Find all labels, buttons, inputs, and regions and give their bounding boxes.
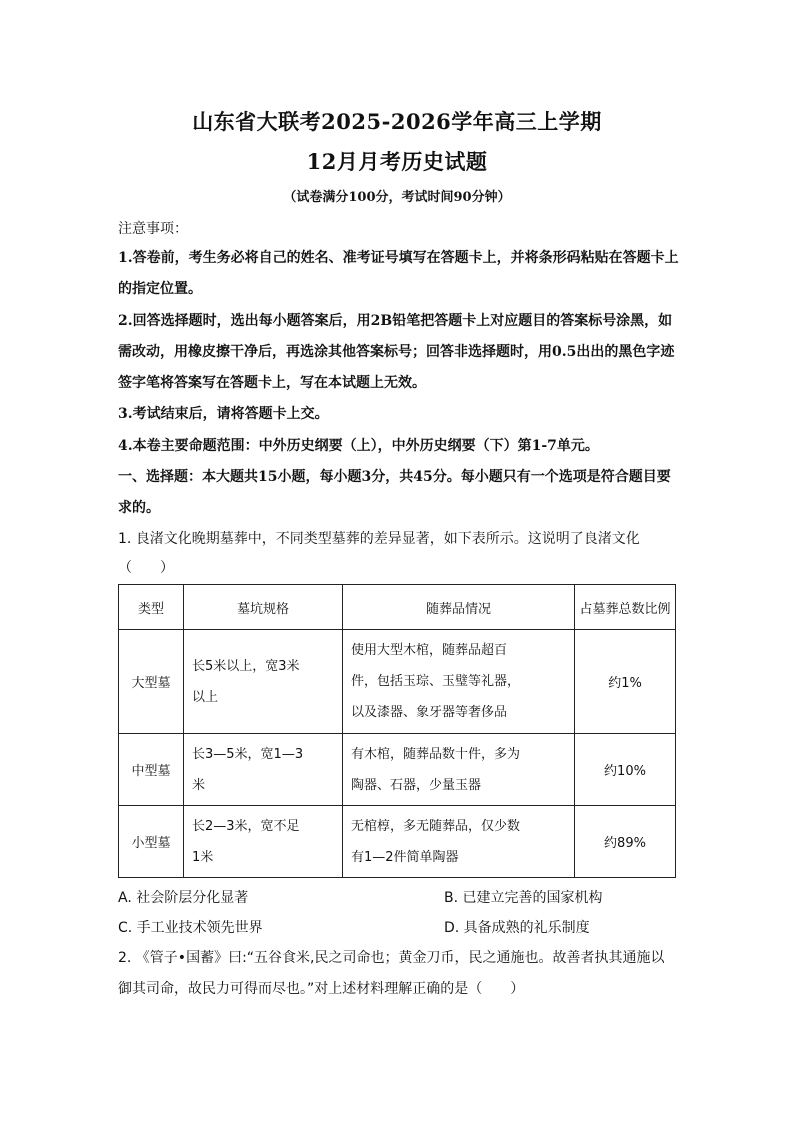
table-header-cell: 占墓葬总数比例	[575, 585, 676, 630]
q2-stem-line1: 2. 《管子•国蓄》曰:“五谷食米,民之司命也；黄金刀币，民之通施也。故善者执其通施以	[118, 950, 665, 966]
tomb-ratio-cell: 约1%	[575, 630, 676, 734]
notice-line-6: 3.考试结束后，请将答题卡上交。	[118, 406, 329, 422]
cell-line: 1米	[192, 849, 214, 865]
notice-line-4: 需改动，用橡皮擦干净后，再选涂其他答案标号；回答非选择题时，用0.5出出的黑色字迹	[118, 344, 675, 360]
cell-line: 米	[192, 777, 206, 793]
cell-line: 长3—5米，宽1—3	[192, 746, 304, 762]
q2-stem-line2: 御其司命，故民力可得而尽也。”对上述材料理解正确的是（ ）	[118, 981, 525, 997]
q1-option-d: D. 具备成熟的礼乐制度	[444, 920, 590, 936]
notice-line-1: 1.答卷前，考生务必将自己的姓名、准考证号填写在答题卡上，并将条形码粘贴在答题卡上	[118, 250, 679, 266]
tomb-ratio-cell: 约10%	[575, 734, 676, 806]
table-header-cell: 墓坑规格	[184, 585, 343, 630]
tomb-type-cell: 中型墓	[119, 734, 184, 806]
table-row	[119, 806, 676, 878]
tomb-size-cell	[184, 734, 343, 806]
cell-line: 长2—3米，宽不足	[192, 818, 300, 834]
q1-stem-line1: 1. 良渚文化晚期墓葬中，不同类型墓葬的差异显著，如下表所示。这说明了良渚文化	[118, 531, 640, 547]
table-header-cell: 随葬品情况	[343, 585, 575, 630]
q1-stem-line2: （ ）	[118, 560, 174, 576]
section-heading-line1: 一、选择题：本大题共15小题，每小题3分，共45分。每小题只有一个选项是符合题目要	[118, 469, 671, 485]
tomb-type-cell: 小型墓	[119, 806, 184, 878]
cell-line: 件，包括玉琮、玉璧等礼器，	[351, 674, 521, 689]
cell-line: 使用大型木棺，随葬品超百	[351, 643, 508, 658]
notice-line-3: 2.回答选择题时，选出每小题答案后，用2B铅笔把答题卡上对应题目的答案标号涂黑，如	[118, 313, 673, 329]
tomb-goods-cell	[343, 806, 575, 878]
tomb-table	[118, 584, 676, 878]
cell-line: 有1—2件简单陶器	[351, 849, 459, 865]
section-heading-line2: 求的。	[118, 500, 160, 516]
cell-line: 有木棺，随葬品数十件，多为	[351, 746, 521, 762]
q1-option-c: C. 手工业技术领先世界	[118, 920, 263, 936]
notice-heading: 注意事项：	[118, 221, 188, 237]
exam-title-line1: 山东省大联考2025-2026学年高三上学期	[192, 109, 602, 134]
tomb-goods-cell	[343, 630, 575, 734]
tomb-size-cell	[184, 806, 343, 878]
tomb-size-cell	[184, 630, 343, 734]
table-row	[119, 630, 676, 734]
notice-line-7: 4.本卷主要命题范围：中外历史纲要（上），中外历史纲要（下）第1-7单元。	[118, 438, 599, 454]
tomb-goods-cell	[343, 734, 575, 806]
notice-line-5: 签字笔将答案写在答题卡上，写在本试题上无效。	[118, 375, 426, 391]
exam-title-line2: 12月月考历史试题	[306, 149, 488, 174]
table-header-cell: 类型	[119, 585, 184, 630]
cell-line: 无棺椁，多无随葬品，仅少数	[351, 818, 521, 834]
table-row	[119, 734, 676, 806]
exam-subtitle: （试卷满分100分，考试时间90分钟）	[283, 190, 511, 205]
table-header-row	[119, 585, 676, 630]
q1-option-a: A. 社会阶层分化显著	[118, 890, 249, 906]
cell-line: 以及漆器、象牙器等奢侈品	[351, 705, 508, 720]
cell-line: 以上	[192, 689, 219, 705]
q1-option-b: B. 已建立完善的国家机构	[444, 890, 603, 906]
tomb-ratio-cell: 约89%	[575, 806, 676, 878]
cell-line: 长5米以上，宽3米	[192, 658, 300, 674]
notice-line-2: 的指定位置。	[118, 281, 202, 297]
tomb-type-cell: 大型墓	[119, 630, 184, 734]
cell-line: 陶器、石器，少量玉器	[351, 777, 482, 793]
